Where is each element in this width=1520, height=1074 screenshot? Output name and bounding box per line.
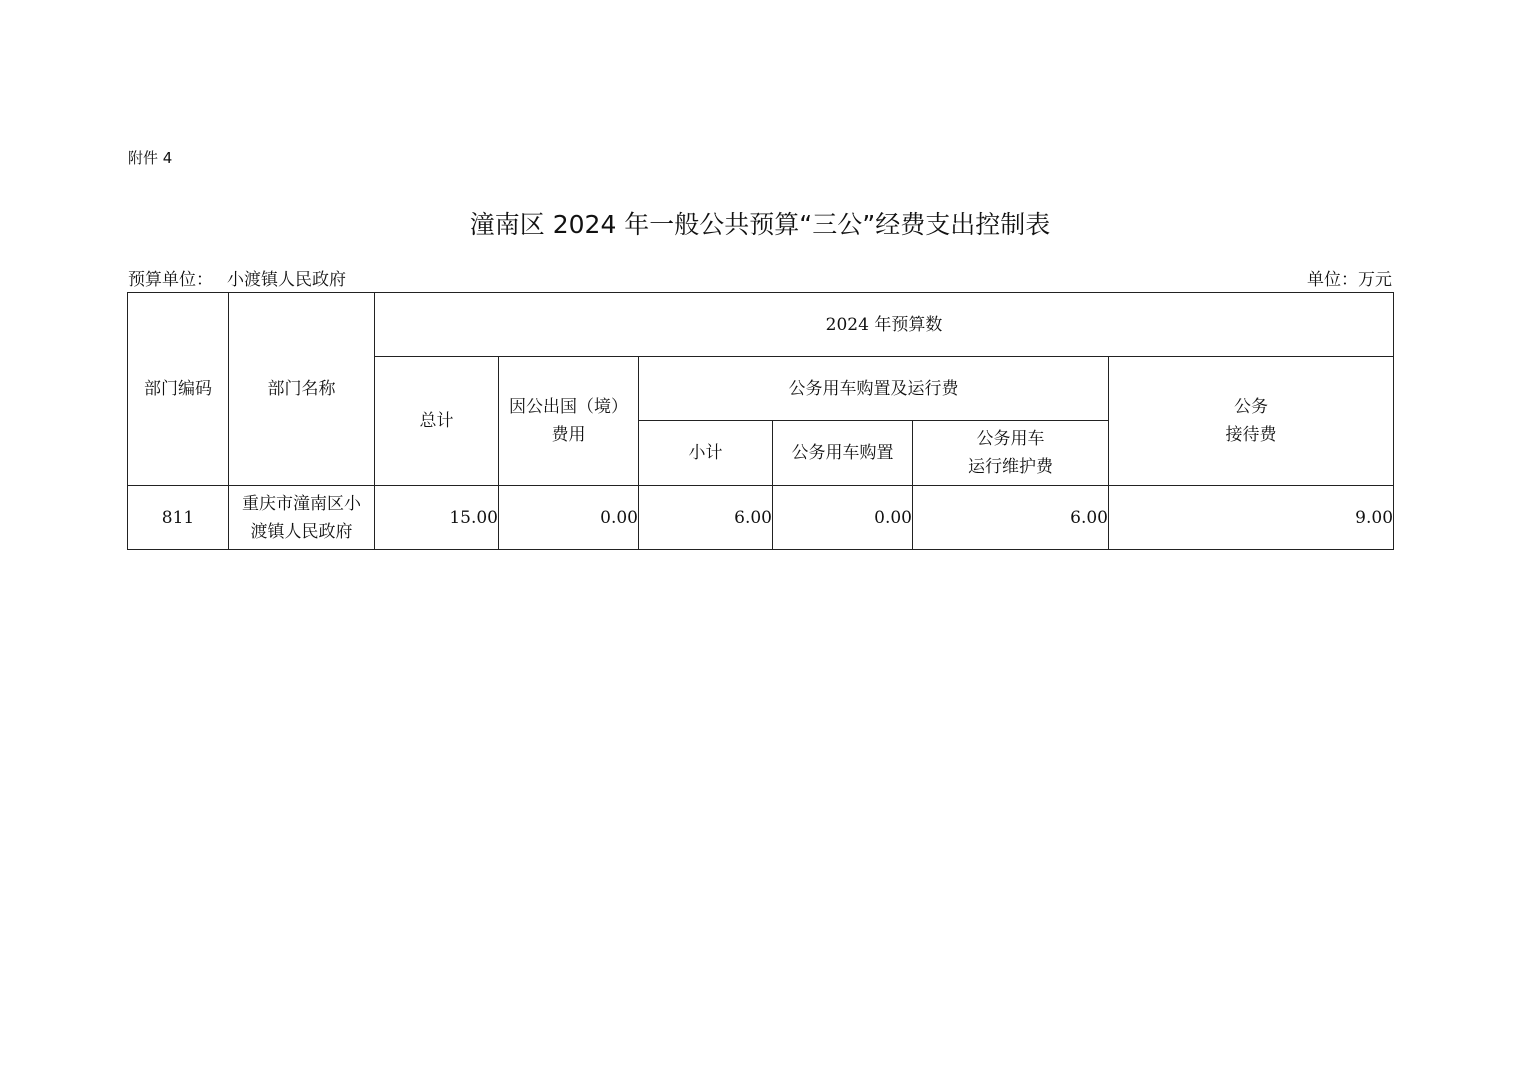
cell-dept-code: 811 [128,486,229,550]
header-vehicle-purchase: 公务用车购置 [773,421,913,486]
currency-unit: 单位：万元 [1307,270,1392,290]
cell-vehicle-ops: 6.00 [913,486,1109,550]
attachment-label: 附件 4 [128,149,173,167]
cell-vehicle-purchase: 0.00 [773,486,913,550]
header-dept-name: 部门名称 [229,293,375,486]
header-budget-year: 2024 年预算数 [375,293,1394,357]
header-vehicle-ops [913,421,1109,486]
header-total: 总计 [375,357,499,486]
budget-unit-name: 小渡镇人民政府 [227,270,346,290]
header-abroad [499,357,639,486]
header-abroad-line1: 因公出国（境） [509,397,628,417]
header-subtotal: 小计 [639,421,773,486]
cell-dept-name-line2: 渡镇人民政府 [250,521,353,542]
header-dept-code: 部门编码 [128,293,229,486]
cell-dept-name [229,486,375,550]
cell-total: 15.00 [375,486,499,550]
budget-table [127,292,1394,550]
header-reception-line1: 公务 [1234,397,1268,417]
cell-subtotal: 6.00 [639,486,773,550]
header-reception [1109,357,1394,486]
document-title: 潼南区 2024 年一般公共预算“三公”经费支出控制表 [469,210,1051,239]
table-row [128,486,1394,550]
header-reception-line2: 接待费 [1225,425,1277,445]
budget-unit-line [128,265,346,290]
cell-dept-name-line1: 重庆市潼南区小 [242,493,361,514]
header-vehicle-ops-line2: 运行维护费 [968,457,1053,477]
cell-reception: 9.00 [1109,486,1394,550]
header-vehicle: 公务用车购置及运行费 [639,357,1109,421]
budget-unit-label: 预算单位： [128,270,213,290]
header-abroad-line2: 费用 [551,425,586,445]
header-vehicle-ops-line1: 公务用车 [976,429,1045,449]
cell-abroad: 0.00 [499,486,639,550]
